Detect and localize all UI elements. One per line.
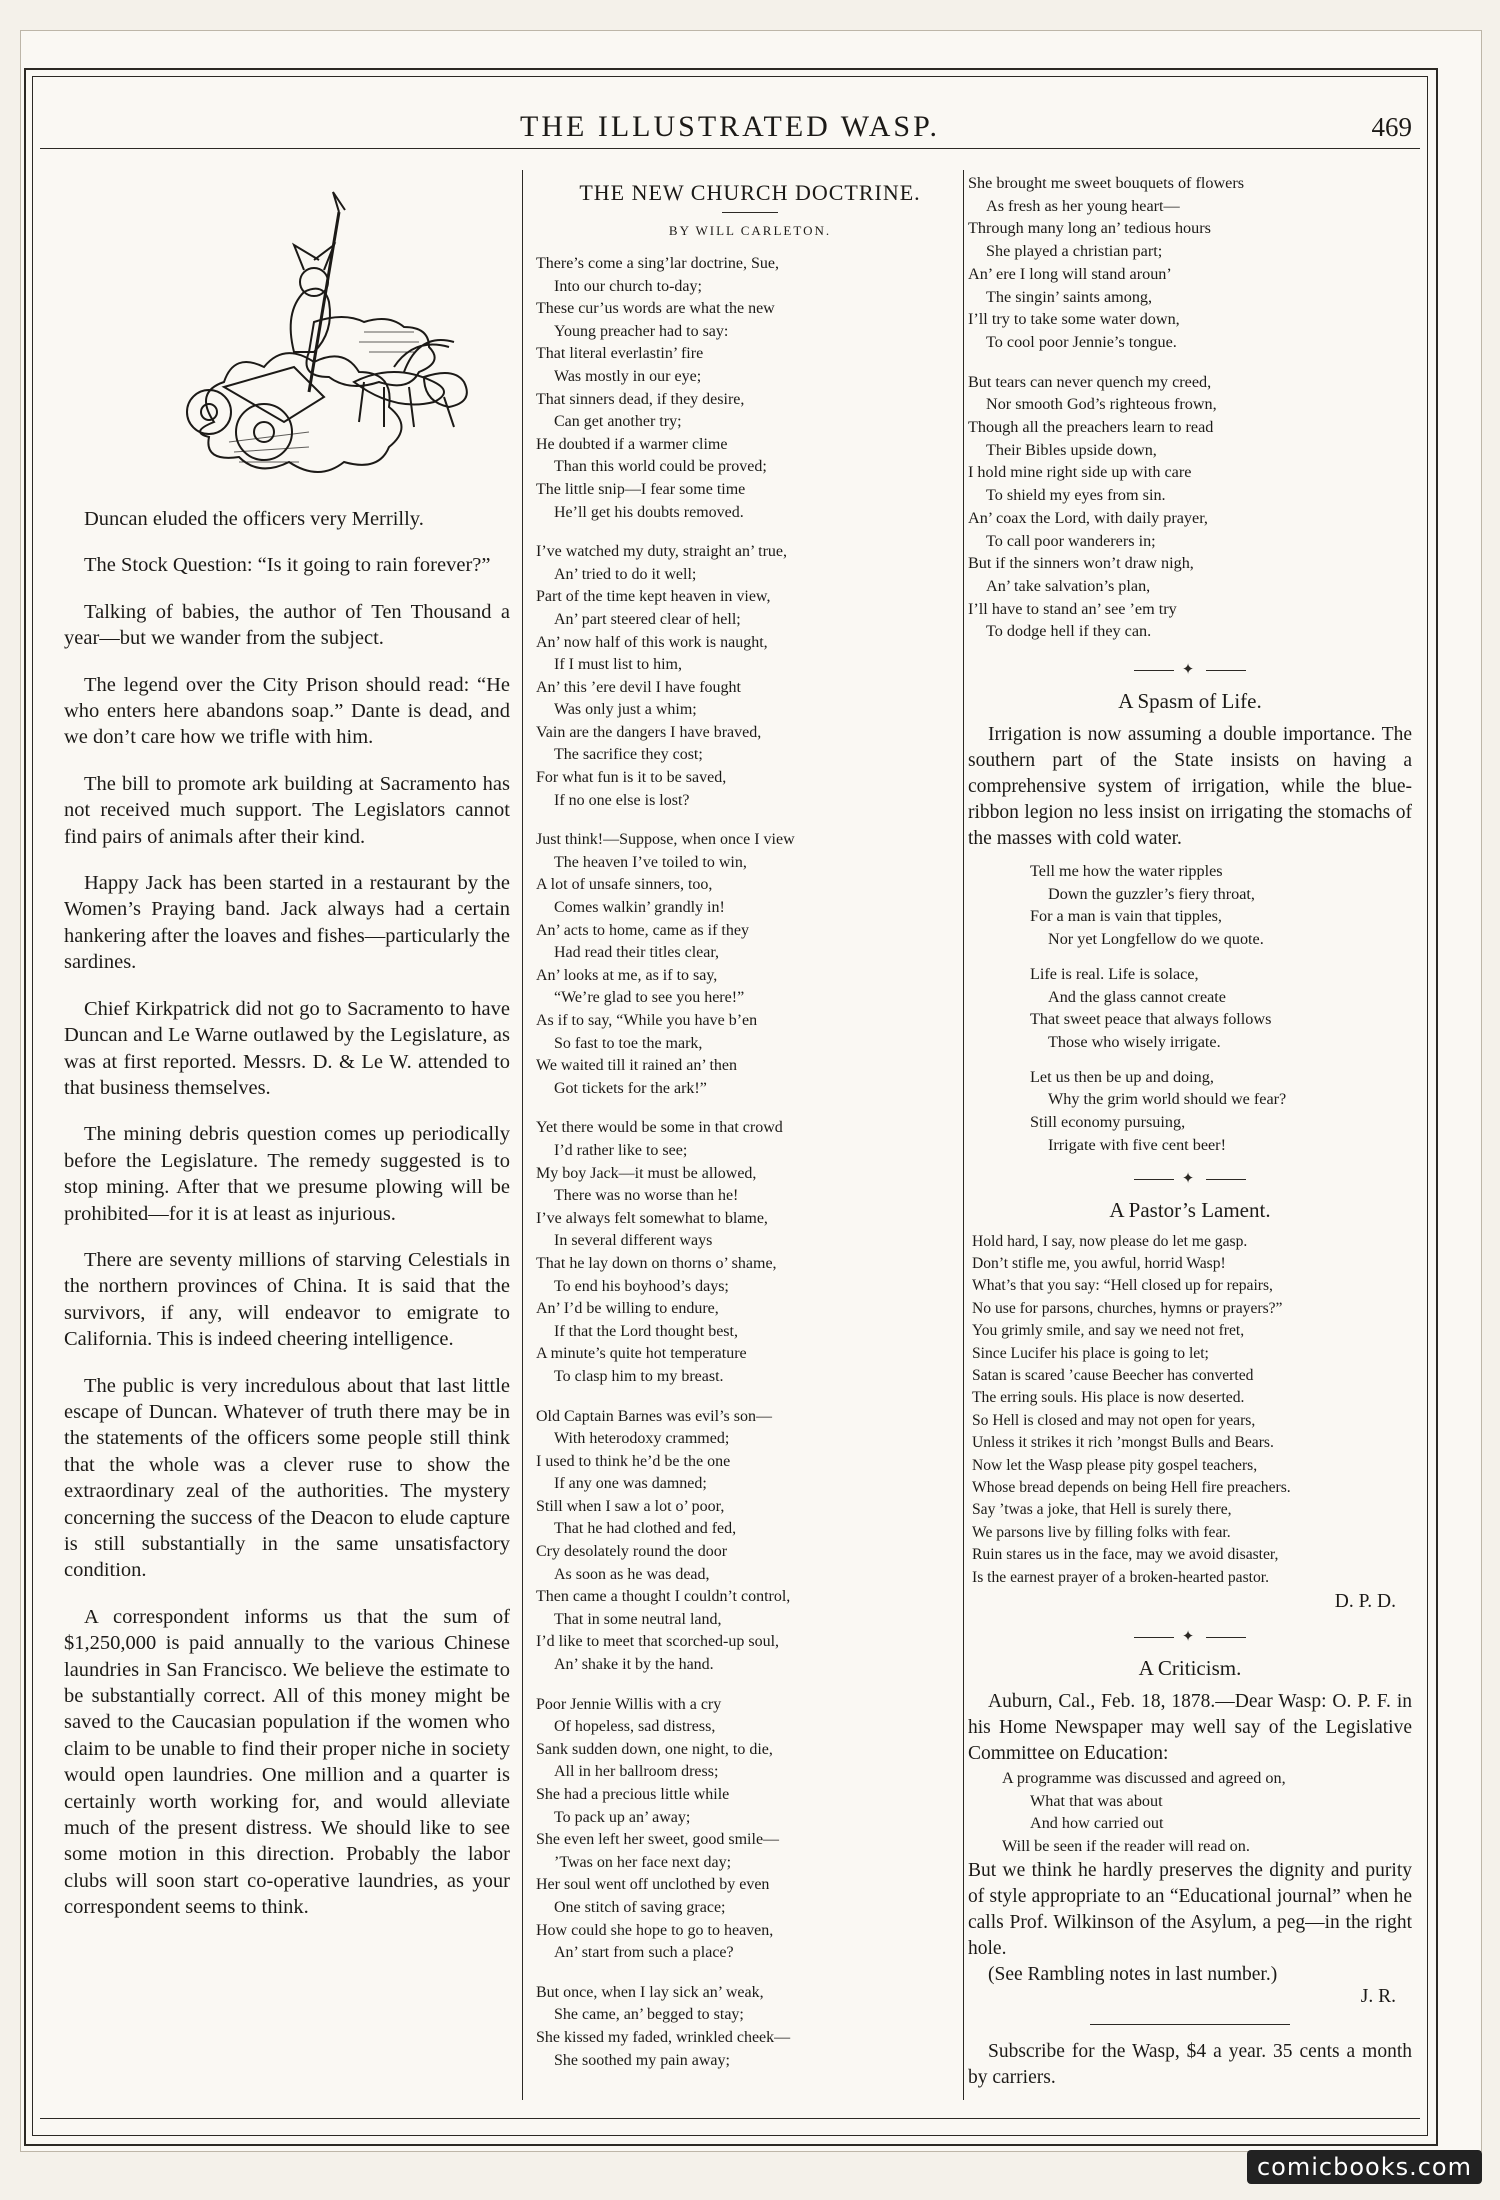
verse-line: Comes walkin’ grandly in! xyxy=(554,899,725,917)
verse-line: Is the earnest prayer of a broken-hearted pastor. xyxy=(972,1568,1270,1586)
verse-line: She even left her sweet, good smile— xyxy=(536,1831,780,1849)
verse-line: For a man is vain that tipples, xyxy=(1030,907,1222,926)
stanza xyxy=(1030,963,1412,1054)
verse-line: Got tickets for the ark!” xyxy=(554,1079,707,1097)
verse-line: As fresh as her young heart— xyxy=(986,196,1180,215)
verse-line: Can get another try; xyxy=(554,413,682,431)
verse-line: Then came a thought I couldn’t control, xyxy=(536,1588,791,1606)
verse-line: You grimly smile, and say we need not fret, xyxy=(972,1322,1245,1340)
verse-line: An’ ere I long will stand aroun’ xyxy=(968,264,1172,283)
verse-line: Vain are the dangers I have braved, xyxy=(536,723,762,741)
verse-line: Now let the Wasp please pity gospel teachers, xyxy=(972,1456,1258,1474)
verse-line: I’d rather like to see; xyxy=(554,1141,688,1159)
stanza xyxy=(1030,1066,1412,1157)
verse-line: Still economy pursuing, xyxy=(1030,1113,1186,1132)
verse-line: Will be seen if the reader will read on. xyxy=(1002,1837,1250,1856)
subscribe-note: Subscribe for the Wasp, $4 a year. 35 cents a month by carriers. xyxy=(968,2040,1412,2088)
stanza xyxy=(536,253,964,524)
verse-line: My boy Jack—it must be allowed, xyxy=(536,1164,757,1182)
bottom-rule xyxy=(40,2118,1420,2119)
verse-line: Young preacher had to say: xyxy=(554,322,729,340)
verse-line: One stitch of saving grace; xyxy=(554,1898,726,1916)
verse-line: To dodge hell if they can. xyxy=(986,622,1152,641)
verse-line: She brought me sweet bouquets of flowers xyxy=(968,174,1245,192)
verse-line: I’ve watched my duty, straight an’ true, xyxy=(536,543,788,561)
poem-continuation xyxy=(968,172,1412,643)
poem-byline: BY WILL CARLETON. xyxy=(668,223,832,238)
verse-line: Nor smooth God’s righteous frown, xyxy=(986,395,1217,414)
verse-line: An’ acts to home, came as if they xyxy=(536,921,749,939)
verse-line: For what fun is it to be saved, xyxy=(536,769,727,787)
verse-line: There’s come a sing’lar doctrine, Sue, xyxy=(536,255,780,272)
verse-line: To cool poor Jennie’s tongue. xyxy=(986,332,1177,351)
verse-line: An’ shake it by the hand. xyxy=(554,1656,714,1674)
verse-line: There was no worse than he! xyxy=(554,1187,739,1205)
verse-line: Unless it strikes it rich ’mongst Bulls and Bears. xyxy=(972,1434,1274,1452)
paragraph: The legend over the City Prison should read: “He who enters here abandons soap.” Dante is dead, and we don’t care how we trifle with him. xyxy=(64,673,510,749)
verse-line: As if to say, “While you have b’en xyxy=(536,1012,758,1029)
verse-line: If any one was damned; xyxy=(554,1475,707,1493)
verse-line: Life is real. Life is solace, xyxy=(1030,964,1199,983)
verse-line: Hold hard, I say, now please do let me gasp. xyxy=(972,1232,1248,1250)
verse-line: Had read their titles clear, xyxy=(554,944,720,962)
stanza xyxy=(968,172,1412,354)
verse-line: She came, an’ begged to stay; xyxy=(554,2006,744,2024)
watermark: comicbooks.com xyxy=(1247,2150,1482,2184)
verse-line: But tears can never quench my creed, xyxy=(968,372,1212,391)
poem-title: THE NEW CHURCH DOCTRINE. xyxy=(579,180,921,205)
verse-line: Still when I saw a lot o’ poor, xyxy=(536,1497,725,1515)
stanza xyxy=(968,371,1412,643)
verse-line: Whose bread depends on being Hell fire preachers. xyxy=(972,1478,1291,1496)
verse-line: Though all the preachers learn to read xyxy=(968,418,1214,437)
verse-line: Sank sudden down, one night, to die, xyxy=(536,1740,773,1758)
verse-line: I’ll try to take some water down, xyxy=(968,310,1180,329)
verse-line: That sinners dead, if they desire, xyxy=(536,390,745,408)
verse-line: Her soul went off unclothed by even xyxy=(536,1876,770,1894)
verse-line: That literal everlastin’ fire xyxy=(536,345,704,363)
verse-line: With heterodoxy crammed; xyxy=(554,1430,730,1448)
stanza xyxy=(536,541,964,812)
verse-line: Into our church to-day; xyxy=(554,277,702,295)
paragraph: Irrigation is now assuming a double importance. The southern part of the State insists on having a comprehensive system of irrigation, while the blue-ribbon legion no less insist on irrigating the stomachs of the masses with cold water. xyxy=(968,724,1412,850)
verse-line: Was mostly in our eye; xyxy=(554,367,702,385)
verse-line: In several different ways xyxy=(554,1232,713,1250)
verse-line: I’d like to meet that scorched-up soul, xyxy=(536,1633,780,1651)
verse-line: A minute’s quite hot temperature xyxy=(536,1345,747,1363)
verse-line: That sweet peace that always follows xyxy=(1030,1010,1272,1029)
paragraph: The public is very incredulous about that last little escape of Duncan. Whatever of truth there may be in the statements of the officers some people still think that the whole was a clever ruse to show the extraordinary zeal of the authorities. The mystery concerning the success of the Deacon to elude capture is still substantially in the same unsatisfactory condition. xyxy=(64,1374,510,1582)
column-three xyxy=(968,172,1412,2100)
verse-line: Poor Jennie Willis with a cry xyxy=(536,1695,722,1713)
verse-line: The sacrifice they cost; xyxy=(554,746,703,764)
verse-line: Satan is scared ’cause Beecher has converted xyxy=(972,1366,1254,1384)
paragraph: There are seventy millions of starving Celestials in the northern provinces of China. It is said that the survivors, if any, will endeavor to emigrate to California. This is indeed cheering intelligence. xyxy=(64,1248,510,1351)
verse-line: The erring souls. His place is now deserted. xyxy=(972,1389,1245,1407)
verse-line: But once, when I lay sick an’ weak, xyxy=(536,1983,764,2001)
paragraph: The bill to promote ark building at Sacramento has not received much support. The Legislators cannot find pairs of animals after their kind. xyxy=(64,772,510,848)
verse-line: We waited till it rained an’ then xyxy=(536,1057,738,1075)
page-header xyxy=(40,100,1420,149)
verse-line: Cry desolately round the door xyxy=(536,1543,728,1561)
verse-line: And how carried out xyxy=(1030,1814,1164,1833)
verse-line: To shield my eyes from sin. xyxy=(986,486,1166,505)
verse-line: If I must list to him, xyxy=(554,656,682,674)
column-rule xyxy=(522,170,523,2100)
verse-line: The singin’ saints among, xyxy=(986,287,1153,306)
verse-line: “We’re glad to see you here!” xyxy=(554,989,745,1007)
verse-line: That he had clothed and fed, xyxy=(554,1520,737,1538)
verse-line: Their Bibles upside down, xyxy=(986,440,1157,459)
verse-line: An’ coax the Lord, with daily prayer, xyxy=(968,508,1208,527)
verse-line: So Hell is closed and may not open for years, xyxy=(972,1411,1256,1429)
paragraph: Happy Jack has been started in a restaurant by the Women’s Praying band. Jack always had a certain hankering after the loaves and fishes—particularly the sardines. xyxy=(64,872,510,974)
section-title: A Pastor’s Lament. xyxy=(1109,1197,1271,1222)
verse xyxy=(968,1767,1412,1858)
verse-line: She played a christian part; xyxy=(986,242,1163,261)
verse-line: All in her ballroom dress; xyxy=(554,1763,719,1781)
column-paragraphs xyxy=(64,172,510,2100)
verse-line: She kissed my faded, wrinkled cheek— xyxy=(536,2028,791,2046)
divider xyxy=(722,212,778,213)
stanza xyxy=(536,1406,964,1677)
verse-line: Since Lucifer his place is going to let; xyxy=(972,1344,1209,1362)
paragraph: (See Rambling notes in last number.) xyxy=(988,1963,1278,1985)
verse-line: A programme was discussed and agreed on, xyxy=(1002,1769,1286,1787)
page-number: 469 xyxy=(1371,112,1412,142)
verse-line: If that the Lord thought best, xyxy=(554,1322,738,1340)
verse-line: The heaven I’ve toiled to win, xyxy=(554,853,747,871)
verse-line: Tell me how the water ripples xyxy=(1030,862,1223,881)
paragraph: Auburn, Cal., Feb. 18, 1878.—Dear Wasp: O. P. F. in his Home Newspaper may well say of the Legislative Committee on Education: xyxy=(968,1691,1412,1764)
verse-line: He doubted if a warmer clime xyxy=(536,435,728,453)
verse-line: Yet there would be some in that crowd xyxy=(536,1119,783,1137)
verse-line: Of hopeless, sad distress, xyxy=(554,1718,716,1736)
paragraph: Talking of babies, the author of Ten Thousand a year—but we wander from the subject. xyxy=(64,600,510,650)
verse-line: If no one else is lost? xyxy=(554,791,690,809)
verse-line: What’s that you say: “Hell closed up for repairs, xyxy=(972,1277,1273,1295)
signature: D. P. D. xyxy=(1334,1591,1396,1612)
verse-line: She soothed my pain away; xyxy=(554,2051,730,2069)
verse xyxy=(968,1231,1412,1590)
verse-line: As soon as he was dead, xyxy=(554,1565,710,1583)
paragraph: But we think he hardly preserves the dignity and purity of style appropriate to an “Educational journal” when he calls Prof. Wilkinson of the Asylum, a peg—in the right hole. xyxy=(968,1859,1412,1959)
verse-line: An’ looks at me, as if to say, xyxy=(536,966,718,984)
verse-line: I used to think he’d be the one xyxy=(536,1452,731,1470)
verse-line: And the glass cannot create xyxy=(1048,987,1226,1006)
verse-line: To call poor wanderers in; xyxy=(986,531,1156,550)
verse-line: Why the grim world should we fear? xyxy=(1048,1090,1287,1109)
verse-line: That in some neutral land, xyxy=(554,1610,722,1628)
illustration-caption: Duncan eluded the officers very Merrilly. xyxy=(84,508,424,530)
verse-line: But if the sinners won’t draw nigh, xyxy=(968,554,1194,573)
section-divider xyxy=(968,2016,1412,2033)
verse-line: To end his boyhood’s days; xyxy=(554,1277,729,1295)
signature: J. R. xyxy=(1360,1985,1396,2007)
verse-line: Say ’twas a joke, that Hell is surely there, xyxy=(972,1501,1232,1519)
verse-line: The little snip—I fear some time xyxy=(536,480,746,498)
verse-line: To pack up an’ away; xyxy=(554,1808,691,1826)
verse-line: Through many long an’ tedious hours xyxy=(968,219,1211,238)
verse-line: An’ this ’ere devil I have fought xyxy=(536,678,741,696)
paragraph: A correspondent informs us that the sum of $1,250,000 is paid annually to the various Chinese laundries in San Francisco. We believe the estimate to be substantially correct. All of this money might be saved to the Caucasian population if the women who claim to be unable to find their proper niche in society would open laundries. One million and a quarter is certainly worth working for, and would alleviate much of the present distress. We should like to see some motion in this direction. Probably the labor clubs will soon start co-operative laundries, as your correspondent seems to think. xyxy=(64,1605,510,1919)
verse-line: I hold mine right side up with care xyxy=(968,463,1192,482)
verse-line: Nor yet Longfellow do we quote. xyxy=(1048,930,1264,949)
verse-line: Down the guzzler’s fiery throat, xyxy=(1048,884,1255,903)
verse-line: Old Captain Barnes was evil’s son— xyxy=(536,1407,772,1425)
verse-line: An’ start from such a place? xyxy=(554,1944,734,1962)
section-divider: ✦ xyxy=(968,1627,1412,1646)
paragraph: The Stock Question: “Is it going to rain forever?” xyxy=(84,554,491,577)
devil-chariot-illustration xyxy=(64,172,510,502)
verse-line: That he lay down on thorns o’ shame, xyxy=(536,1254,777,1272)
verse-line: These cur’us words are what the new xyxy=(536,300,775,318)
stanza xyxy=(536,1982,964,2072)
verse-line: Those who wisely irrigate. xyxy=(1048,1032,1221,1051)
verse-line: An’ take salvation’s plan, xyxy=(986,576,1151,595)
verse-line: Just think!—Suppose, when once I view xyxy=(536,831,795,849)
verse-line: Let us then be up and doing, xyxy=(1030,1067,1214,1086)
verse-line: Was only just a whim; xyxy=(554,701,697,719)
masthead: THE ILLUSTRATED WASP. xyxy=(520,110,940,143)
stanza xyxy=(1030,860,1412,951)
verse-line: An’ I’d be willing to endure, xyxy=(536,1300,719,1318)
verse-line: Part of the time kept heaven in view, xyxy=(536,588,771,606)
section-divider: ✦ xyxy=(968,1169,1412,1188)
section-divider: ✦ xyxy=(968,660,1412,679)
verse-line: An’ tried to do it well; xyxy=(554,565,697,583)
verse-line: Don’t stifle me, you awful, horrid Wasp! xyxy=(972,1254,1226,1272)
verse-line: No use for parsons, churches, hymns or prayers?” xyxy=(972,1299,1283,1317)
section-title: A Criticism. xyxy=(1138,1656,1242,1680)
verse-line: What that was about xyxy=(1030,1791,1163,1810)
section-title: A Spasm of Life. xyxy=(1118,689,1262,714)
verse-line: ’Twas on her face next day; xyxy=(554,1853,732,1871)
verse-line: She had a precious little while xyxy=(536,1786,730,1803)
stanza xyxy=(536,1694,964,1965)
stanza xyxy=(536,829,964,1100)
verse-line: Irrigate with five cent beer! xyxy=(1048,1135,1226,1154)
verse-line: An’ part steered clear of hell; xyxy=(554,610,741,628)
verse-line: A lot of unsafe sinners, too, xyxy=(536,876,713,894)
poem-column xyxy=(536,172,964,2100)
paragraph: Chief Kirkpatrick did not go to Sacramento to have Duncan and Le Warne outlawed by the Legislature, as was at first reported. Messrs. D. & Le W. attended to that business themselves. xyxy=(64,997,510,1099)
verse xyxy=(968,860,1412,1156)
verse-line: Than this world could be proved; xyxy=(554,458,767,476)
poem-body xyxy=(536,253,964,2072)
verse-line: An’ now half of this work is naught, xyxy=(536,633,768,651)
verse-line: I’ve always felt somewhat to blame, xyxy=(536,1209,768,1227)
paragraph: The mining debris question comes up periodically before the Legislature. The remedy suggested is to stop mining. After that we presume plowing will be prohibited—for it is at least as injurious. xyxy=(64,1123,510,1225)
verse-line: How could she hope to go to heaven, xyxy=(536,1921,774,1939)
verse-line: I’ll have to stand an’ see ’em try xyxy=(968,599,1177,618)
verse-line: Ruin stares us in the face, may we avoid disaster, xyxy=(972,1546,1279,1564)
verse-line: He’ll get his doubts removed. xyxy=(554,503,744,521)
stanza xyxy=(536,1117,964,1388)
verse-line: So fast to toe the mark, xyxy=(554,1034,703,1052)
verse-line: To clasp him to my breast. xyxy=(554,1367,724,1385)
verse-line: We parsons live by filling folks with fear. xyxy=(972,1523,1231,1541)
